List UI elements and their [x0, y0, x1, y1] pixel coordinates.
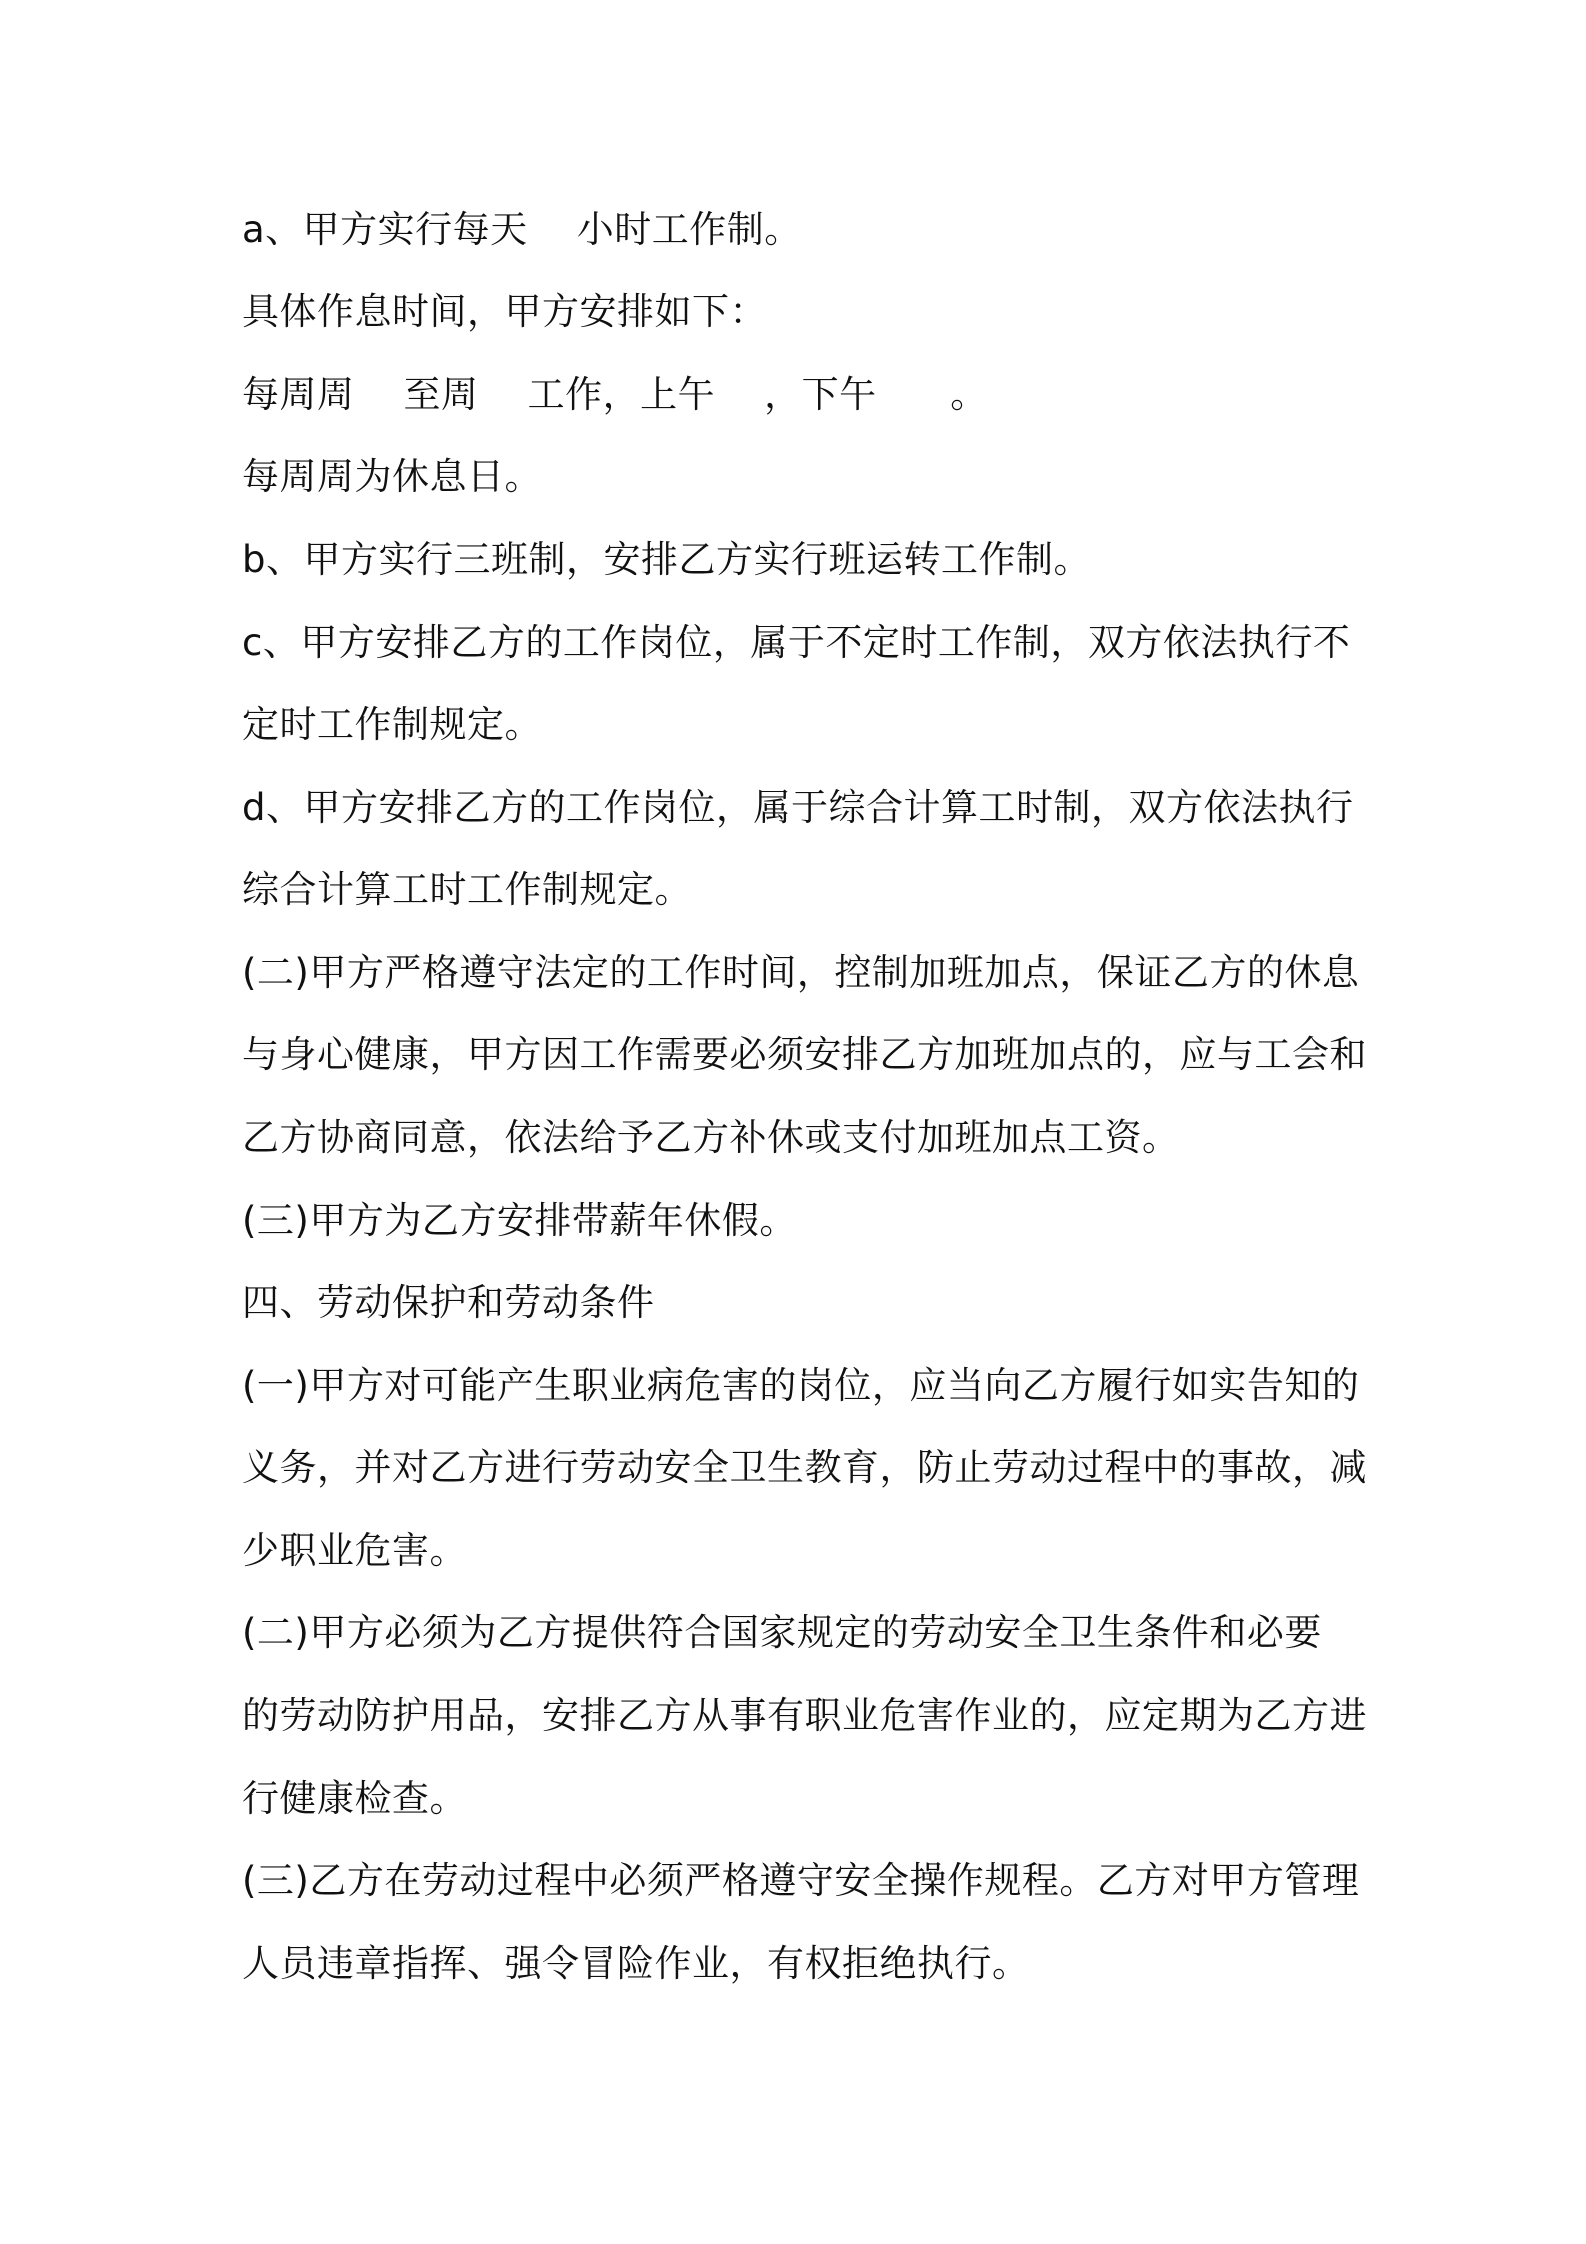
text-line: 人员违章指挥、强令冒险作业，有权拒绝执行。: [242, 1942, 1030, 1985]
text-line: 具体作息时间，甲方安排如下：: [242, 290, 767, 333]
text-line: 行健康检查。: [242, 1777, 467, 1820]
text-line: d、甲方安排乙方的工作岗位，属于综合计算工时制，双方依法执行: [242, 786, 1354, 829]
text-line: 乙方协商同意，依法给予乙方补休或支付加班加点工资。: [242, 1116, 1180, 1159]
text-line: 每周周 至周 工作，上午 ，下午 。: [242, 373, 988, 416]
text-line: (三)甲方为乙方安排带薪年休假。: [242, 1199, 797, 1242]
text-line: 少职业危害。: [242, 1529, 467, 1572]
text-line: 每周周为休息日。: [242, 455, 542, 498]
text-line: (二)甲方必须为乙方提供符合国家规定的劳动安全卫生条件和必要: [242, 1611, 1322, 1654]
text-line: b、甲方实行三班制，安排乙方实行班运转工作制。: [242, 538, 1091, 581]
text-line: 的劳动防护用品，安排乙方从事有职业危害作业的，应定期为乙方进: [242, 1694, 1367, 1737]
text-line: (二)甲方严格遵守法定的工作时间，控制加班加点，保证乙方的休息: [242, 951, 1360, 994]
text-line: 与身心健康，甲方因工作需要必须安排乙方加班加点的，应与工会和: [242, 1033, 1367, 1076]
text-line: 综合计算工时工作制规定。: [242, 868, 692, 911]
text-line: 义务，并对乙方进行劳动安全卫生教育，防止劳动过程中的事故，减: [242, 1446, 1367, 1489]
text-line: 定时工作制规定。: [242, 703, 542, 746]
section-heading: 四、劳动保护和劳动条件: [242, 1281, 655, 1324]
text-line: (三)乙方在劳动过程中必须严格遵守安全操作规程。乙方对甲方管理: [242, 1859, 1360, 1902]
text-line: c、甲方安排乙方的工作岗位，属于不定时工作制，双方依法执行不: [242, 621, 1351, 664]
text-line: (一)甲方对可能产生职业病危害的岗位，应当向乙方履行如实告知的: [242, 1364, 1360, 1407]
text-line: a、甲方实行每天 小时工作制。: [242, 208, 802, 251]
